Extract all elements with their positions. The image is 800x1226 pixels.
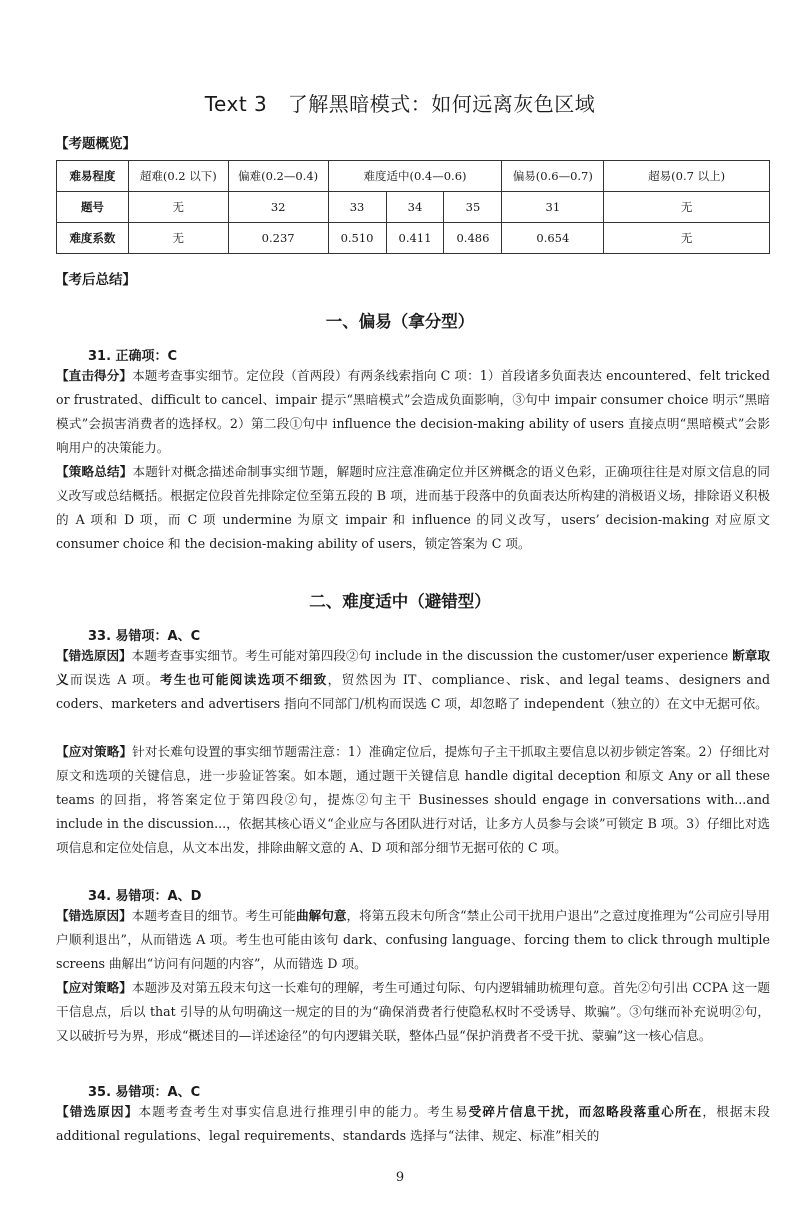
section-heading-medium: 二、难度适中（避错型） [309,592,491,611]
table-cell: 0.411 [386,223,444,254]
table-cell: 偏难(0.2—0.4) [228,161,328,192]
q31-scoring-text: 本题考查事实细节。定位段（首两段）有两条线索指向 C 项：1）首段诸多负面表达 encountered、felt tricked or frustrated、difficult to cancel、impair 提示“黑暗模式”会造成负面影响，③句中 impair consumer choice 明示“黑暗模式”会损害消费者的选择权。2）第二段①句中 influence the decision-making ability of users 直接点明“黑暗模式”会影响用户的决策能力。 [56,368,770,455]
section-heading-easy: 一、偏易（拿分型） [325,312,475,331]
q31-strategy-text: 本题针对概念描述命制事实细节题，解题时应注意准确定位并区辨概念的语义色彩，正确项往往是对原文信息的同义改写或总结概括。根据定位段首先排除定位至第五段的 B 项，进而基于段落中的负面表达所构建的消极语义场，排除语义积极的 A 项和 D 项，而 C 项 undermine 为原文 impair 和 influence 的同义改写，users’ decision-making 对应原文 consumer choice 和 the decision-making ability of users，锁定答案为 C 项。 [56,464,771,551]
q33-strategy [56,740,770,860]
q31-label-scoring: 【直击得分】 [56,368,133,383]
q33-label-reason: 【错选原因】 [56,648,132,663]
q35-reason-text: ，根据末段 additional regulations、legal requirements、standards 选择与“法律、规定、标准”相关的 [56,1104,771,1143]
q34-label-reason: 【错选原因】 [56,908,132,923]
q33-heading: 33. 易错项：A、C [88,629,201,644]
q33-reason-text: ，贸然因为 IT、compliance、risk、and legal teams、designers and coders、marketers and advertisers 指向不同部门/机构而误选 C 项，却忽略了 independent（独立的）在文中无据可依。 [56,672,771,711]
table-cell: 0.486 [444,223,502,254]
summary-tag: 【考后总结】 [55,272,136,288]
q35-error-reason [56,1100,770,1148]
q34-reason-text: ，将第五段末句所含“禁止公司干扰用户退出”之意过度推理为“公司应引导用户顺利退出”，从而错选 A 项。考生也可能由该句 dark、confusing language、forcing them to click through multiple screens 曲解出“访问有问题的内容”，从而错选 D 项。 [56,908,771,971]
overview-tag: 【考题概览】 [55,136,136,152]
table-cell: 无 [604,192,770,223]
q35-heading: 35. 易错项：A、C [88,1085,201,1100]
q34-strategy-text: 本题涉及对第五段末句这一长难句的理解，考生可通过句际、句内逻辑辅助梳理句意。首先②句引出 CCPA 这一题干信息点，后以 that 引导的从句明确这一规定的目的为“确保消费者行使隐私权时不受诱导、欺骗”。③句继而补充说明②句，又以破折号为界，形成“概述目的—详述途径”的句内逻辑关联，整体凸显“保护消费者不受干扰、蒙骗”这一核心信息。 [56,980,771,1043]
table-cell: 32 [228,192,328,223]
table-cell: 无 [604,223,770,254]
difficulty-table [56,160,770,254]
table-cell: 无 [128,192,228,223]
table-cell: 难度系数 [57,223,129,254]
table-cell: 难易程度 [57,161,129,192]
q34-reason-text: 本题考查目的细节。考生可能 [131,908,296,923]
table-cell: 0.237 [228,223,328,254]
q31-label-strategy: 【策略总结】 [56,464,133,479]
table-cell: 0.510 [328,223,386,254]
q33-error-reason [56,644,770,716]
q33-key-phrase: 断章取义 [56,648,771,687]
q33-strategy-text: 针对长难句设置的事实细节题需注意：1）准确定位后，提炼句子主干抓取主要信息以初步锁定答案。2）仔细比对原文和选项的关键信息，进一步验证答案。如本题，通过题干关键信息 handle digital deception 和原文 Any or all these teams 的回指，将答案定位于第四段②句，提炼②句主干 Businesses should engage in conversations with...and include in the discussion...，依据其核心语义“企业应与各团队进行对话，让多方人员参与会谈”可锁定 B 项。3）仔细比对选项信息和定位处信息，从文本出发，排除曲解文意的 A、D 项和部分细节无据可依的 C 项。 [56,744,771,855]
table-cell: 31 [502,192,604,223]
table-cell: 超难(0.2 以下) [128,161,228,192]
q35-reason-text: 本题考查考生对事实信息进行推理引申的能力。考生易 [138,1104,469,1119]
table-cell: 35 [444,192,502,223]
table-row [57,161,770,192]
table-cell: 超易(0.7 以上) [604,161,770,192]
table-cell: 题号 [57,192,129,223]
table-cell: 0.654 [502,223,604,254]
q34-label-strategy: 【应对策略】 [56,980,132,995]
q35-label-reason: 【错选原因】 [56,1104,139,1119]
q33-label-strategy: 【应对策略】 [56,744,133,759]
q34-key-phrase: 曲解句意 [295,908,347,923]
table-cell: 无 [128,223,228,254]
table-row [57,223,770,254]
q31-heading: 31. 正确项：C [88,349,178,364]
q34-heading: 34. 易错项：A、D [88,889,202,904]
page-title: Text 3 了解黑暗模式：如何远离灰色区域 [204,92,596,116]
table-cell: 33 [328,192,386,223]
q31-explanation [56,364,770,460]
table-cell: 难度适中(0.4—0.6) [328,161,502,192]
table-cell: 偏易(0.6—0.7) [502,161,604,192]
q31-strategy [56,460,770,556]
table-cell: 34 [386,192,444,223]
page-number: 9 [395,1170,405,1185]
q33-reason-text: 本题考查事实细节。考生可能对第四段②句 include in the discussion the customer/user experience [131,648,733,663]
q35-key-phrase: 受碎片信息干扰，而忽略段落重心所在 [468,1104,703,1119]
q33-key-phrase: 考生也可能阅读选项不细致 [159,672,328,687]
q34-error-reason [56,904,770,976]
table-row [57,192,770,223]
q34-strategy [56,976,770,1048]
q33-reason-text: 而误选 A 项。 [70,672,160,687]
